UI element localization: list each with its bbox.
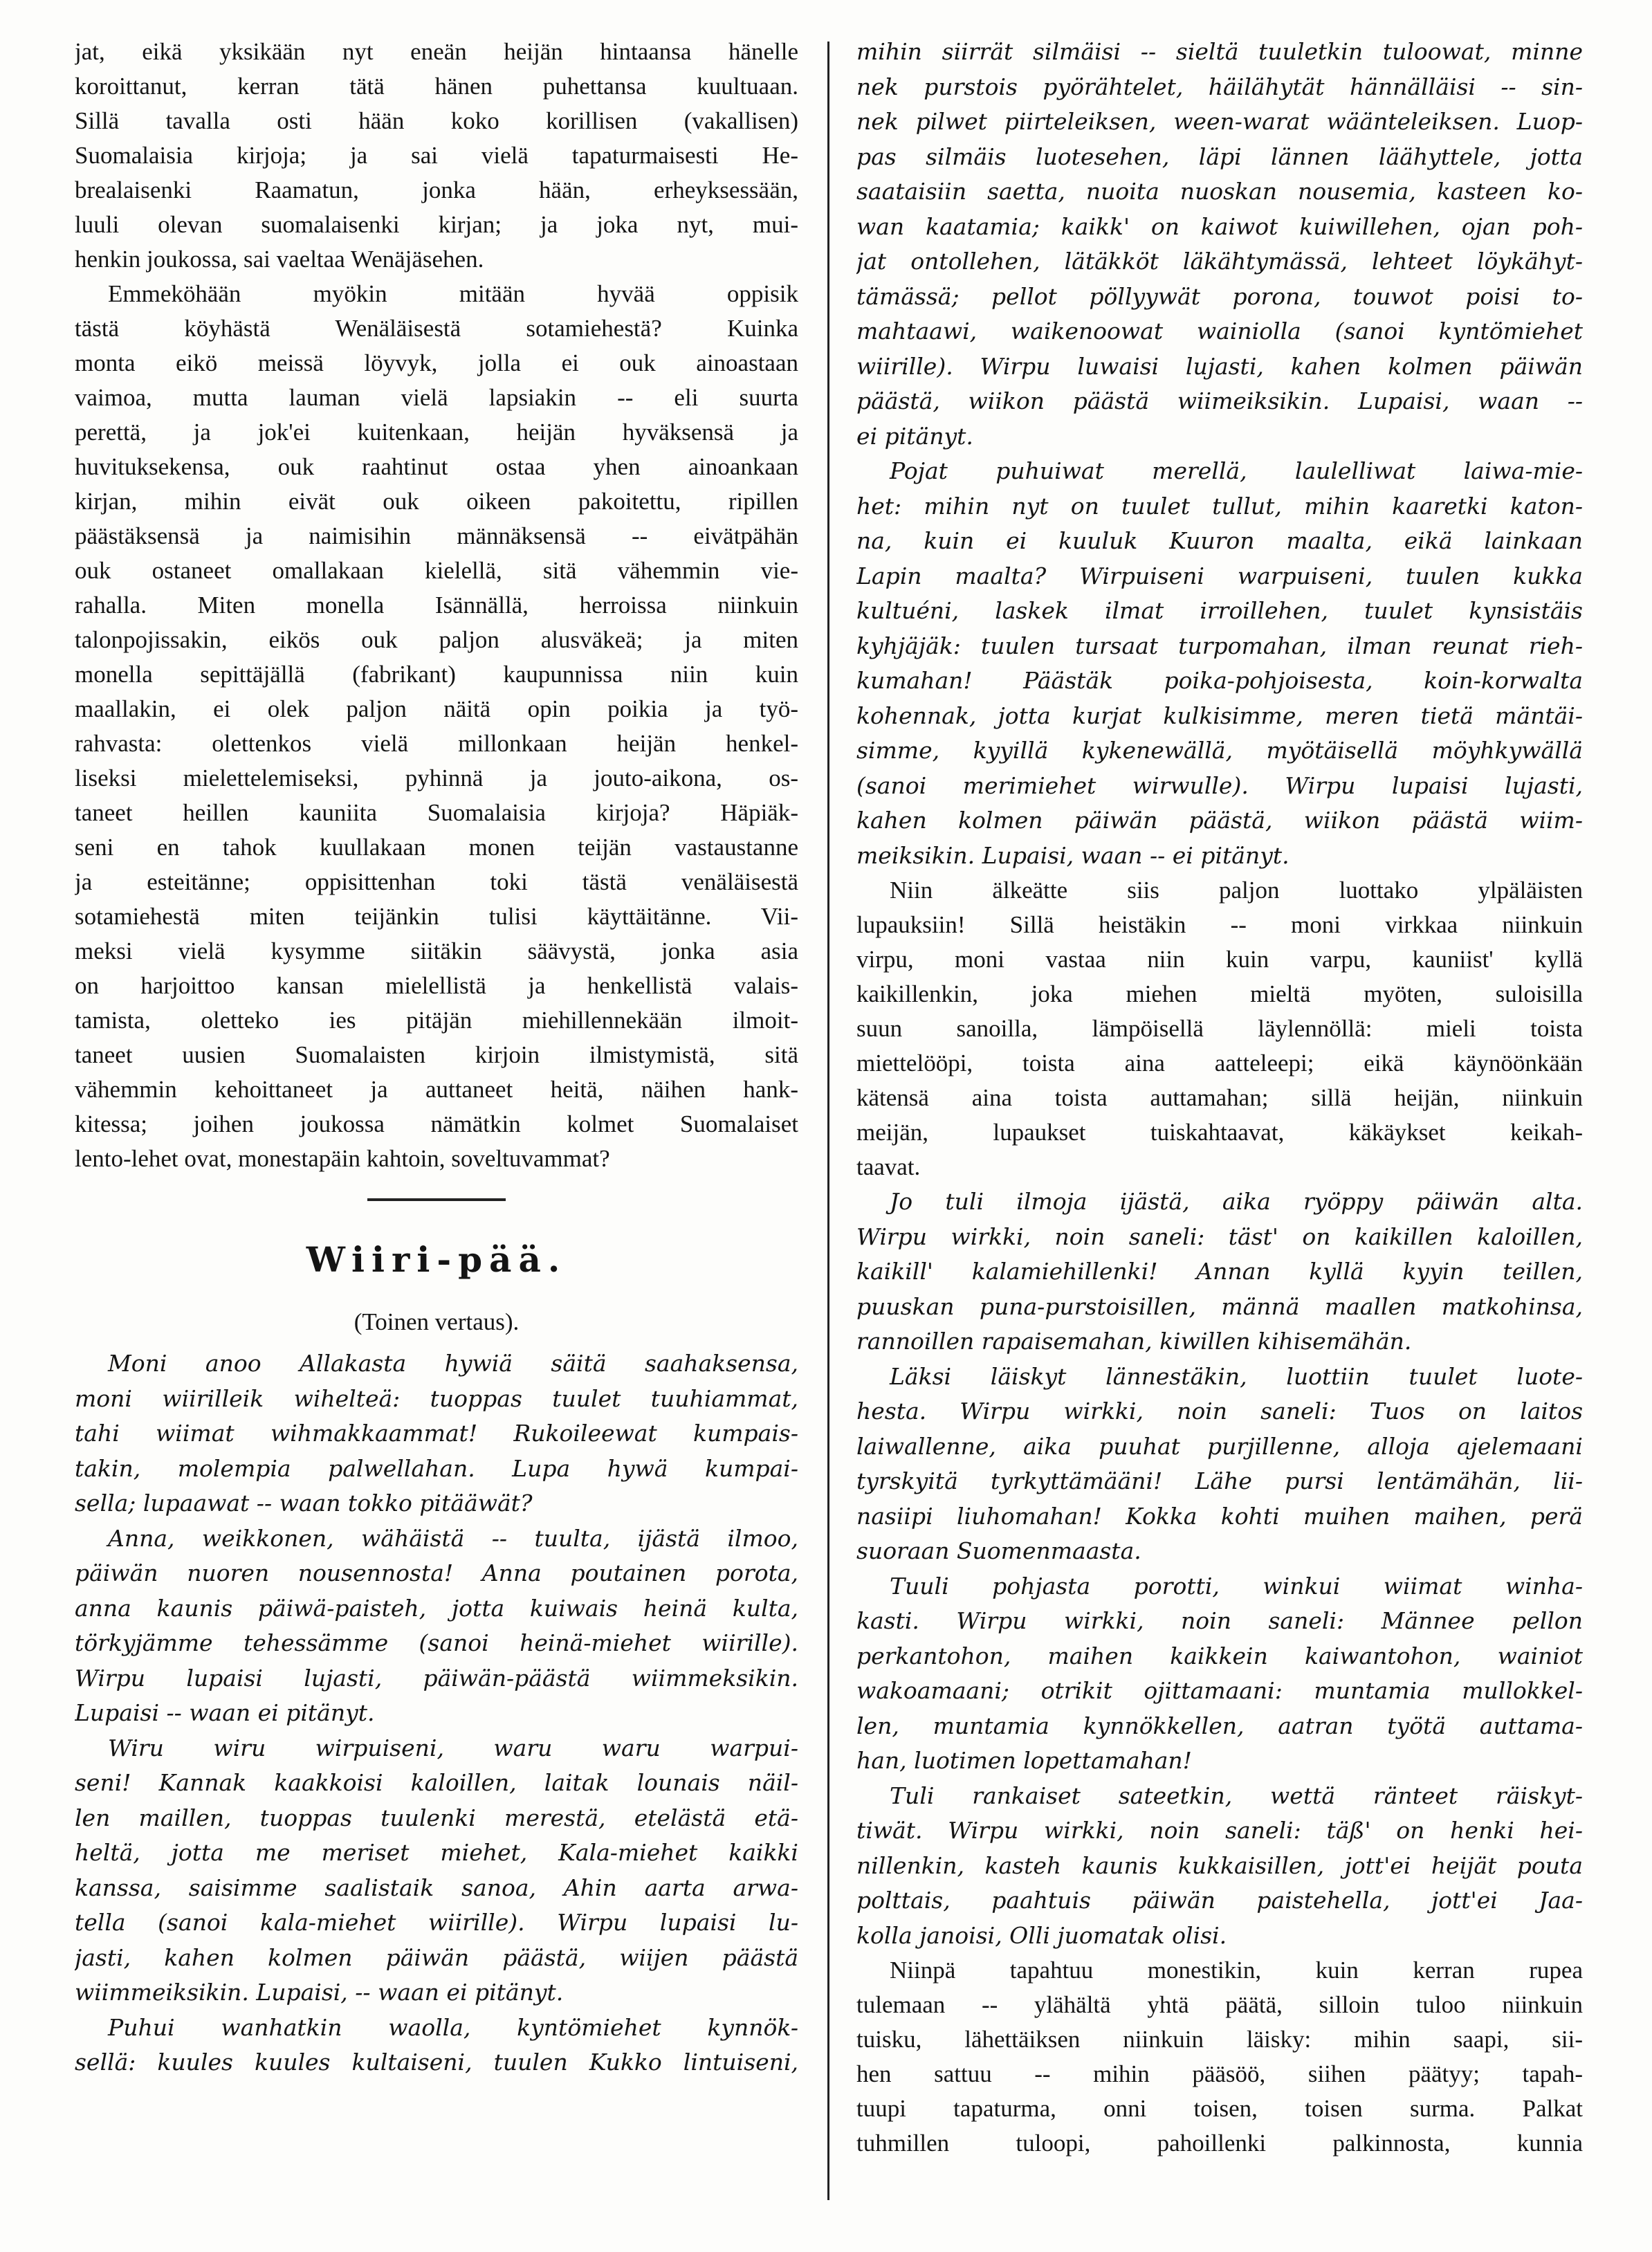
text-line: Niinpä tapahtuu monestikin, kuin kerran rupea [890,1957,1583,1984]
text-line: ja esteitänne; oppisittenhan toki tästä venäläisestä [75,868,798,895]
text-line: monella sepittäjällä (fabrikant) kaupunnissa niin kuin [75,661,798,688]
closing-text [856,1953,1583,2161]
text-line: rannoillen rapaisemahan, kiwillen kihisemähän. [856,1328,1412,1355]
text-line: meijän, lupaukset tuiskahtaavat, käkäykset keikah- [856,1119,1583,1146]
text-line: monta eikö meissä löyvyk, jolla ei ouk ainoastaan [75,349,798,376]
text-line: tuhmillen tuloopi, pahoillenki palkinnosta, kunnia [856,2130,1583,2157]
text-line: takin, molempia palwellahan. Lupa hywä kumpai- [75,1454,798,1482]
text-line: vaimoa, mutta lauman vielä lapsiakin -- eli suurta [75,384,798,411]
text-line: ouk ostaneet omallakaan kielellä, sitä vähemmin vie- [75,557,798,584]
right-column [856,35,1583,2161]
text-line: koroittanut, kerran tätä hänen puhettansa kuultuaan. [75,73,798,100]
text-line: ei pitänyt. [856,422,973,450]
text-line: taneet uusien Suomalaisten kirjoin ilmistymistä, sitä [75,1041,798,1068]
text-line: laiwallenne, aika puuhat purjillenne, alloja ajelemaani [856,1432,1583,1460]
text-line: rahvasta: olettenkos vielä millonkaan heijän henkel- [75,730,798,757]
text-line: Niin älkeätte siis paljon luottako ylpäläisten [890,877,1583,904]
text-line: nek pilwet piirteleiksen, ween-warat wäänteleiksen. Luop- [856,108,1583,135]
text-line: taneet heillen kauniita Suomalaisia kirjoja? Häpiäk- [75,799,798,826]
text-line: meiksikin. Lupaisi, waan -- ei pitänyt. [856,841,1290,869]
text-line: Lapin maalta? Wirpuiseni warpuiseni, tuulen kukka [856,562,1583,589]
text-line: saataisiin saetta, nuoita nuoskan nousemia, kasteen ko- [856,178,1583,205]
text-line: len, muntamia kynnökkellen, aatran työtä auttama- [856,1712,1583,1739]
text-line: törkyjämme tehessämme (sanoi heinä-miehet wiirille). [75,1629,798,1656]
text-line: tella (sanoi kala-miehet wiirille). Wirpu lupaisi lu- [75,1909,798,1936]
text-line: kaikill' kalamiehillenki! Annan kyllä kyyin teillen, [856,1258,1583,1285]
text-line: wiirille). Wirpu luwaisi lujasti, kahen kolmen päiwän [856,352,1583,380]
text-line: tämässä; pellot pöllyywät porona, touwot poisi to- [856,282,1583,310]
text-line: huvituksekensa, ouk raahtinut ostaa yhen ainoankaan [75,453,798,480]
text-line: tulemaan -- ylähältä yhtä päätä, silloin tuloo niinkuin [856,1991,1583,2018]
text-line: han, luotimen lopettamahan! [856,1747,1192,1774]
text-line: Sillä tavalla osti hään koko korillisen (vakallisen) [75,107,798,134]
text-line: kultuéni, laskek ilmat irroillehen, tuulet kynsistäis [856,597,1583,624]
text-line: Moni anoo Allakasta hywiä säitä saahaksensa, [108,1350,798,1377]
text-line: simme, kyyillä kykenewällä, myötäisellä möyhkywällä [856,737,1583,764]
text-line: suoraan Suomenmaasta. [856,1537,1141,1564]
text-line: kätensä aina toista auttamahan; sillä heijän, niinkuin [856,1084,1583,1111]
text-line: vähemmin kehoittaneet ja auttaneet heitä, näihen hank- [75,1076,798,1103]
text-line: perkantohon, maihen kaikkein kaiwantohon, wainiot [856,1642,1583,1669]
text-line: pas silmäis luotesehen, läpi lännen läähyttele, jotta [856,143,1583,170]
text-line: wan kaatamia; kaikk' on kaiwot kuiwillehen, ojan poh- [856,212,1583,240]
text-line: tästä köyhästä Wenäläisestä sotamiehestä? Kuinka [75,315,798,342]
section-subheading: (Toinen vertaus). [354,1308,520,1335]
text-line: tyrskyitä tyrkyttämääni! Lähe pursi lentämähän, lii- [856,1467,1583,1494]
poem-text-second [856,1184,1583,1953]
text-line: kolla janoisi, Olli juomatak olisi. [856,1921,1227,1949]
text-line: Wiru wiru wirpuiseni, waru waru warpui- [108,1734,798,1761]
text-line: perettä, ja jok'ei kuitenkaan, heijän hyväksensä ja [75,419,798,446]
text-line: wakoamaani; otrikit ojittamaani: muntamia mullokkel- [856,1677,1583,1704]
text-line: sella; lupaawat -- waan tokko pitääwät? [75,1490,533,1517]
text-line: taavat. [856,1153,921,1180]
text-line: sellä: kuules kuules kultaiseni, tuulen Kukko lintuiseni, [75,2049,798,2076]
text-line: Lupaisi -- waan ei pitänyt. [75,1699,375,1726]
text-line: lento-lehet ovat, monestapäin kahtoin, soveltuvammat? [75,1145,610,1172]
text-line: kahen kolmen päiwän päästä, wiikon päästä wiim- [856,807,1583,834]
text-line: hesta. Wirpu wirkki, noin saneli: Tuos on laitos [856,1398,1583,1425]
text-line: lupauksiin! Sillä heistäkin -- moni virkkaa niinkuin [856,911,1583,938]
left-column [75,35,798,2080]
text-line: anna kaunis päiwä-paisteh, jotta kuiwais heinä kulta, [75,1594,798,1622]
text-line: na, kuin ei kuuluk Kuuron maalta, eikä lainkaan [856,527,1583,554]
text-line: meksi vielä kysymme siitäkin säävystä, jonka asia [75,937,798,964]
text-line: len maillen, tuoppas tuulenki merestä, etelästä etä- [75,1804,798,1831]
text-line: tiwät. Wirpu wirkki, noin saneli: täß' on henki hei- [856,1817,1583,1844]
text-line: maallakin, ei olek paljon näitä opin poikia ja työ- [75,695,798,722]
text-line: mahtaawi, waikenoowat wainiolla (sanoi kyntömiehet [856,318,1583,345]
section-divider [367,1198,506,1201]
text-line: Tuli rankaiset sateetkin, wettä ränteet räiskyt- [890,1782,1583,1809]
text-line: nillenkin, kasteh kaunis kukkaisillen, jott'ei heijät pouta [856,1851,1583,1879]
text-line: kyhjäjäk: tuulen tursaat turpomahan, ilman reunat rieh- [856,632,1583,659]
poem-text-continued [856,35,1583,873]
text-line: kohennak, jotta kurjat kulkisimme, meren tietä mäntäi- [856,702,1583,729]
section-heading: Wiiri-pää. [306,1239,567,1280]
text-line: tuupi tapaturma, onni toisen, toisen surma. Palkat [856,2095,1583,2122]
text-line: polttais, paahtuis päiwän paistehella, jott'ei Jaa- [856,1887,1583,1914]
text-line: Läksi läiskyt lännestäkin, luottiin tuulet luote- [890,1362,1583,1390]
prose-moral-text [856,873,1583,1184]
text-line: suun sanoilla, lämpöisellä läylennöllä: mieli toista [856,1015,1583,1042]
text-line: tahi wiimat wihmakkaammat! Rukoileewat kumpais- [75,1420,798,1447]
text-line: liseksi mielettelemiseksi, pyhinnä ja jouto-aikona, os- [75,765,798,791]
text-line: jat, eikä yksikään nyt eneän heijän hintaansa hänelle [75,38,798,65]
text-line: Wirpu wirkki, noin saneli: täst' on kaikillen kaloillen, [856,1223,1583,1250]
text-line: päästä, wiikon päästä wiimeiksikin. Lupaisi, waan -- [856,387,1583,414]
text-line: jat ontollehen, lätäkköt läkähtymässä, lehteet löykähyt- [856,248,1583,275]
text-line: Wirpu lupaisi lujasti, päiwän-päästä wiimmeksikin. [75,1664,798,1692]
text-line: talonpojissakin, eikös ouk paljon alusväkeä; ja miten [75,626,798,653]
text-line: jasti, kahen kolmen päiwän päästä, wiijen päästä [75,1943,798,1971]
text-line: kitessa; joihen joukossa nämätkin kolmet Suomalaiset [75,1110,798,1137]
text-line: miettelööpi, toista aina aatteleepi; eikä käynöönkään [856,1050,1583,1077]
text-line: nek purstois pyörähtelet, häilähytät hännälläisi -- sin- [856,73,1583,100]
text-line: kumahan! Päästäk poika-pohjoisesta, koin-korwalta [856,667,1583,694]
text-line: kaikillenkin, joka miehen mieltä myöten, suloisilla [856,980,1583,1007]
column-rule [827,42,829,2200]
text-line: puuskan puna-purstoisillen, männä maallen matkohinsa, [856,1292,1583,1320]
text-line: moni wiirilleik wihelteä: tuoppas tuulet tuuhiammat, [75,1384,798,1412]
text-line: tuisku, lähettäiksen niinkuin läisky: mihin saapi, sii- [856,2026,1583,2053]
text-line: Emmeköhään myökin mitään hyvää oppisik [108,280,798,307]
text-line: Suomalaisia kirjoja; ja sai vielä tapaturmaisesti He- [75,142,798,169]
text-line: Anna, weikkonen, wähäistä -- tuulta, ijästä ilmoo, [108,1524,798,1552]
poem-text [75,1346,798,2080]
text-line: rahalla. Miten monella Isännällä, herroissa niinkuin [75,592,798,619]
text-line: brealaisenki Raamatun, jonka hään, erheyksessään, [75,176,798,203]
text-line: hen sattuu -- mihin pääsöö, siihen päätyy; tapah- [856,2060,1583,2087]
text-line: kirjan, mihin eivät ouk oikeen pakoitettu, ripillen [75,488,798,515]
text-line: päiwän nuoren nousennosta! Anna poutainen porota, [75,1559,798,1586]
text-line: kasti. Wirpu wirkki, noin saneli: Männee pellon [856,1607,1583,1634]
text-line: henkin joukossa, sai vaeltaa Wenäjäsehen. [75,246,484,273]
text-line: Puhui wanhatkin waolla, kyntömiehet kynnök- [108,2013,798,2041]
text-line: virpu, moni vastaa niin kuin varpu, kauniist' kyllä [856,946,1583,973]
text-line: on harjoittoo kansan mielellistä ja henkellistä valais- [75,972,798,999]
text-line: Pojat puhuiwat merellä, laulelliwat laiwa-mie- [890,457,1583,484]
text-line: mihin siirrät silmäisi -- sieltä tuuletkin tuloowat, minne [856,38,1583,65]
text-line: luuli olevan suomalaisenki kirjan; ja joka nyt, mui- [75,211,798,238]
text-line: tamista, oletteko ies pitäjän miehillennekään ilmoit- [75,1007,798,1034]
text-line: nasiipi liuhomahan! Kokka kohti muihen maihen, perä [856,1502,1583,1530]
text-line: Jo tuli ilmoja ijästä, aika ryöppy päiwän alta. [890,1188,1583,1215]
text-line: het: mihin nyt on tuulet tullut, mihin kaaretki katon- [856,492,1583,520]
text-line: seni en tahok kuullakaan monen teijän vastaustanne [75,834,798,861]
text-line: (sanoi merimiehet wirwulle). Wirpu lupaisi lujasti, [856,771,1583,799]
article-text [75,35,798,1176]
text-line: heltä, jotta me meriset miehet, Kala-miehet kaikki [75,1839,798,1866]
text-line: kanssa, saisimme saalistaik sanoa, Ahin aarta arwa- [75,1874,798,1901]
text-line: päästäksensä ja naimisihin männäksensä -- eivätpähän [75,522,798,549]
text-line: sotamiehestä miten teijänkin tulisi käyttäitänne. Vii- [75,903,798,930]
text-line: Tuuli pohjasta porotti, winkui wiimat winha- [890,1572,1583,1600]
text-line: wiimmeiksikin. Lupaisi, -- waan ei pitänyt. [75,1979,564,2006]
text-line: seni! Kannak kaakkoisi kaloillen, laitak lounais näil- [75,1769,798,1796]
